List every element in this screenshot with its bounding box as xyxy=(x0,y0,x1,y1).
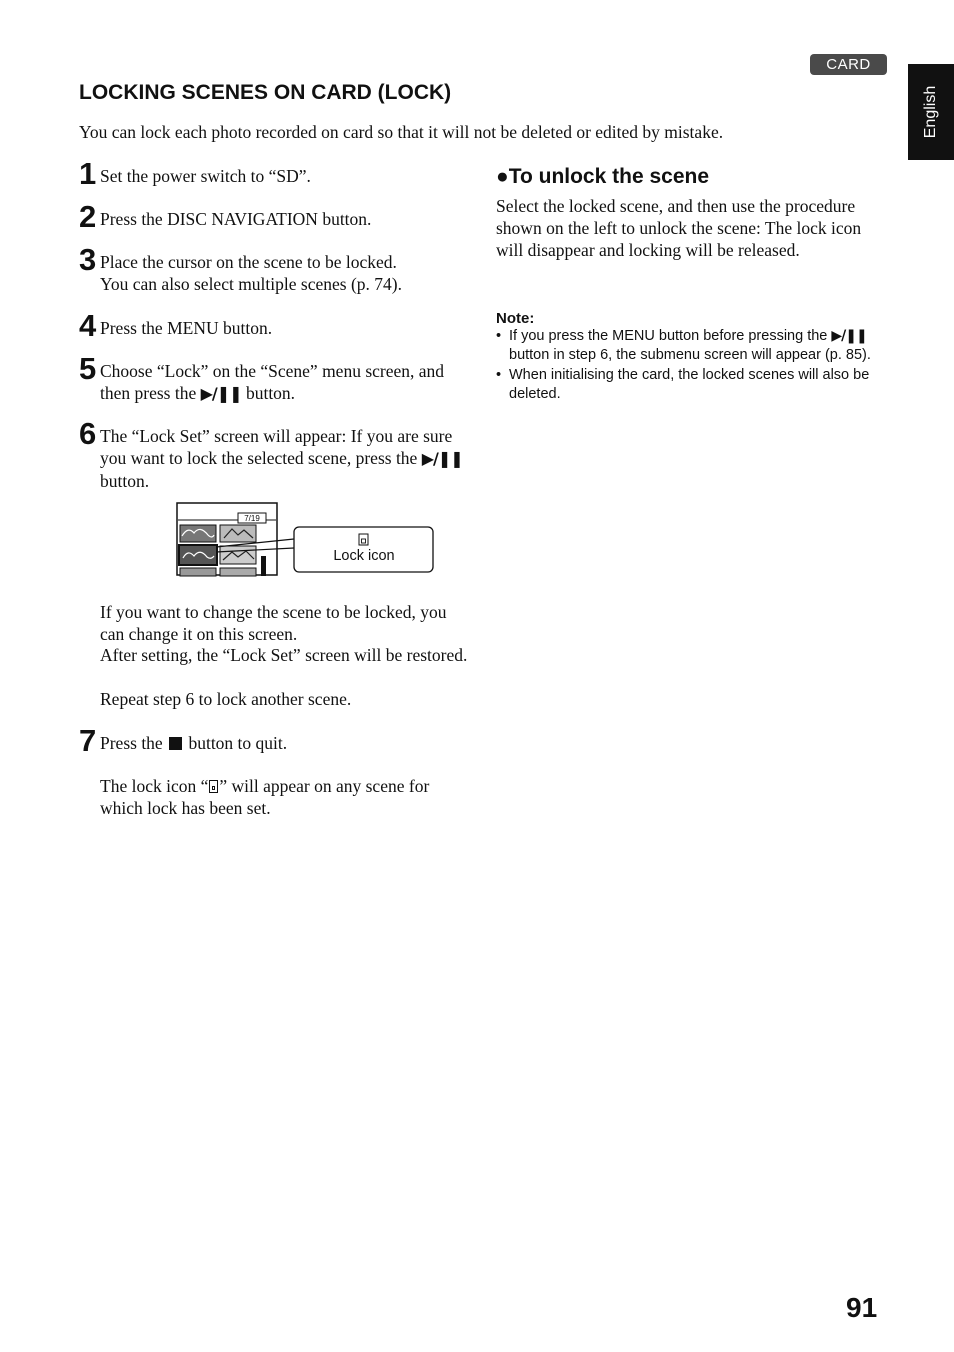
language-tab xyxy=(908,64,954,160)
unlock-heading-text: To unlock the scene xyxy=(508,165,710,188)
play-pause-icon: ▶/❚❚ xyxy=(200,384,242,403)
step-number: 2 xyxy=(79,199,97,234)
play-pause-icon: ▶/❚❚ xyxy=(831,328,867,344)
step-text-part: Choose “Lock” on the “Scene” menu screen, and then press the xyxy=(100,361,445,403)
note-text-part: If you press the MENU button before pressing the xyxy=(509,328,832,344)
step-text-part: button. xyxy=(241,383,296,403)
step-2 xyxy=(79,199,469,234)
step-text xyxy=(100,360,469,405)
unlock-heading xyxy=(496,164,709,190)
play-pause-icon: ▶/❚❚ xyxy=(421,449,463,468)
step-text xyxy=(100,425,469,492)
lock-icon xyxy=(209,780,218,793)
step-6 xyxy=(79,416,469,492)
note-item xyxy=(496,327,891,366)
step-number: 4 xyxy=(79,308,97,343)
note-list xyxy=(496,327,891,404)
step6-followup-2: After setting, the “Lock Set” screen will be restored. xyxy=(100,645,468,665)
step-text: Set the power switch to “SD”. xyxy=(100,166,311,186)
step-3 xyxy=(79,242,469,295)
step-text xyxy=(100,251,469,295)
step-4 xyxy=(79,308,469,343)
step-text-part: The “Lock Set” screen will appear: If you are sure you want to lock the selected scene, press the xyxy=(100,426,453,468)
step-text-part: Press the xyxy=(100,733,168,753)
stop-icon xyxy=(169,737,182,750)
step7-followup-part: The lock icon “ xyxy=(100,776,209,796)
step-text xyxy=(100,732,469,754)
step6-followup-3: Repeat step 6 to lock another scene. xyxy=(100,689,352,709)
step-text-part: button. xyxy=(100,471,150,491)
step-5 xyxy=(79,351,469,405)
step-1 xyxy=(79,156,469,191)
step-number: 6 xyxy=(79,416,97,451)
bullet-icon: ● xyxy=(496,165,509,188)
scene-counter: 7/19 xyxy=(244,514,260,523)
lock-set-screen-illustration xyxy=(176,502,436,577)
step-line: Place the cursor on the scene to be locked. xyxy=(100,252,397,272)
step-text: Press the DISC NAVIGATION button. xyxy=(100,209,372,229)
unlock-text: Select the locked scene, and then use the procedure shown on the left to unlock the scene: The lock icon will disappear and locking will be released. xyxy=(496,196,862,260)
step6-followup-1: If you want to change the scene to be locked, you can change it on this screen. xyxy=(100,602,447,644)
step7-followup-part: ” will appear on any scene for which lock has been set. xyxy=(100,776,430,818)
section-title: LOCKING SCENES ON CARD (LOCK) xyxy=(79,81,452,104)
step-number: 3 xyxy=(79,242,97,277)
note-title: Note: xyxy=(496,310,535,327)
language-tab-label: English xyxy=(922,85,939,139)
step-7 xyxy=(79,723,469,758)
intro-text: You can lock each photo recorded on card so that it will not be deleted or edited by mistake. xyxy=(79,122,724,142)
step-number: 5 xyxy=(79,351,97,386)
step-text: Press the MENU button. xyxy=(100,318,273,338)
page-number: 91 xyxy=(846,1292,878,1323)
lock-icon-callout-label: Lock icon xyxy=(333,548,395,564)
step-text-part: button to quit. xyxy=(184,733,288,753)
section-badge: CARD xyxy=(810,54,887,75)
step7-followup xyxy=(100,775,470,819)
step-number: 7 xyxy=(79,723,97,758)
note-item: • When initialising the card, the locked scenes will also be deleted. xyxy=(496,366,891,405)
note-text-part: button in step 6, the submenu screen will appear (p. 85). xyxy=(509,347,871,364)
step-number: 1 xyxy=(79,156,97,191)
step-line: You can also select multiple scenes (p. 74). xyxy=(100,274,402,294)
